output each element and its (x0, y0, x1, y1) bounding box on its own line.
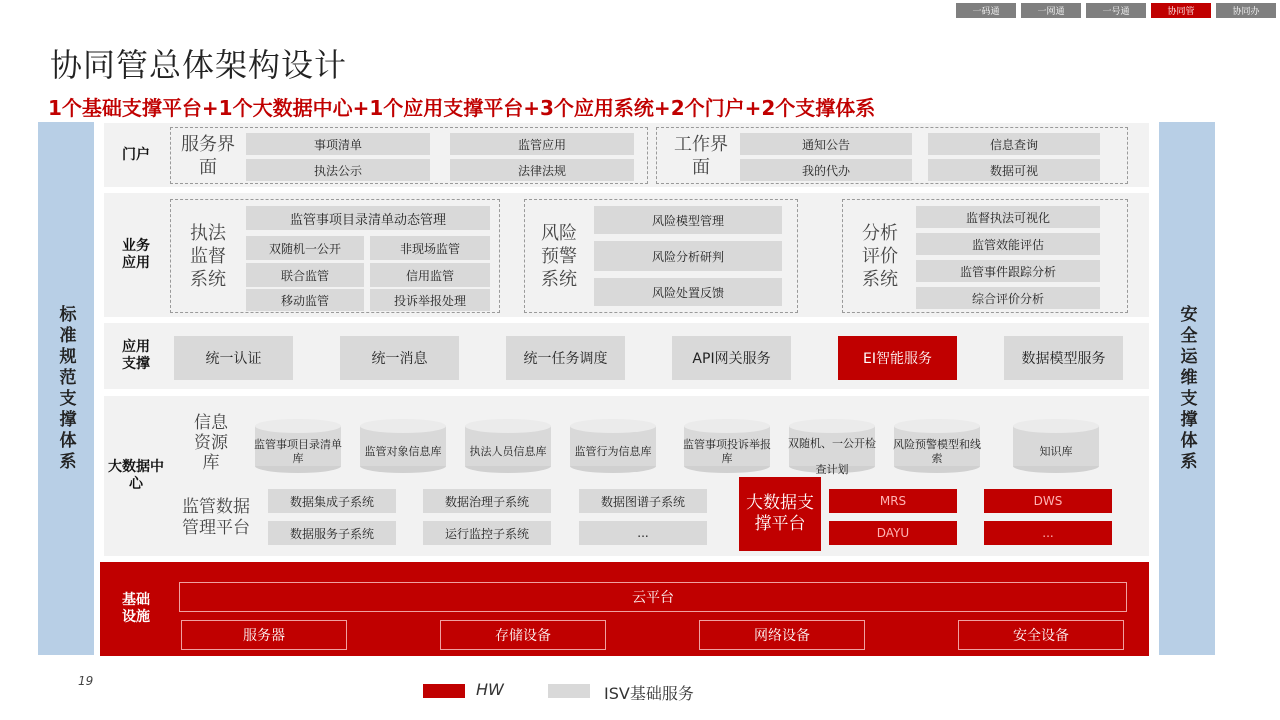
cloud-platform[interactable]: 云平台 (179, 582, 1127, 612)
risk-item-model-mgmt[interactable]: 风险模型管理 (594, 206, 782, 234)
subsystem-service[interactable]: 数据服务子系统 (268, 521, 396, 545)
subsystem-monitoring[interactable]: 运行监控子系统 (423, 521, 551, 545)
infrastructure-layer-label: 基础设施 (122, 592, 150, 625)
risk-system-label: 风险预警系统 (541, 222, 577, 290)
library-inspection-plan[interactable] (788, 418, 876, 480)
portal-item-supervision-app[interactable]: 监管应用 (450, 133, 634, 155)
analysis-item-tracking[interactable]: 监管事件跟踪分析 (916, 260, 1100, 282)
library-knowledge[interactable] (1012, 418, 1100, 474)
enforcement-item-mobile[interactable]: 移动监管 (246, 289, 364, 311)
work-interface-label: 工作界面 (674, 134, 728, 178)
security-pillar: 安全运维支撑体系 (1159, 122, 1215, 655)
analysis-item-visual[interactable]: 监督执法可视化 (916, 206, 1100, 228)
support-ei-intelligence[interactable]: EI智能服务 (838, 336, 957, 380)
infra-network[interactable]: 网络设备 (699, 620, 865, 650)
legend-hw-label: HW (476, 680, 504, 699)
nav-tab-xietongguan[interactable]: 协同管 (1151, 3, 1211, 18)
library-label: 监管事项目录清单库 (254, 438, 342, 465)
hw-more[interactable]: ... (984, 521, 1112, 545)
infra-server[interactable]: 服务器 (181, 620, 347, 650)
service-interface-label: 服务界面 (181, 134, 235, 178)
business-layer-label: 业务应用 (122, 238, 150, 271)
subsystem-governance[interactable]: 数据治理子系统 (423, 489, 551, 513)
page-title: 协同管总体架构设计 (50, 46, 348, 84)
support-unified-auth[interactable]: 统一认证 (174, 336, 293, 380)
library-personnel[interactable] (464, 418, 552, 474)
library-complaints[interactable] (683, 418, 771, 474)
subsystem-more[interactable]: ... (579, 521, 707, 545)
library-label: 执法人员信息库 (469, 445, 547, 458)
enforcement-item-random-check[interactable]: 双随机一公开 (246, 236, 364, 260)
portal-item-matter-list[interactable]: 事项清单 (246, 133, 430, 155)
library-label: 监管对象信息库 (364, 445, 442, 458)
support-task-scheduling[interactable]: 统一任务调度 (506, 336, 625, 380)
library-label: 双随机、一公开检查计划 (788, 437, 876, 476)
enforcement-item-offsite[interactable]: 非现场监管 (370, 236, 490, 260)
portal-item-laws[interactable]: 法律法规 (450, 159, 634, 181)
enforcement-item-joint[interactable]: 联合监管 (246, 263, 364, 287)
analysis-system-label: 分析评价系统 (862, 222, 898, 290)
analysis-item-overall[interactable]: 综合评价分析 (916, 287, 1100, 309)
enforcement-item-credit[interactable]: 信用监管 (370, 263, 490, 287)
nav-tab-yiwangtong[interactable]: 一网通 (1021, 3, 1081, 18)
risk-item-feedback[interactable]: 风险处置反馈 (594, 278, 782, 306)
legend-isv-swatch (548, 684, 590, 698)
library-label: 监管事项投诉举报库 (683, 438, 771, 465)
subsystem-integration[interactable]: 数据集成子系统 (268, 489, 396, 513)
portal-item-info-query[interactable]: 信息查询 (928, 133, 1100, 155)
legend-hw-swatch (423, 684, 465, 698)
legend-isv-label: ISV基础服务 (604, 684, 694, 703)
enforcement-item-complaints[interactable]: 投诉举报处理 (370, 289, 490, 311)
infra-security[interactable]: 安全设备 (958, 620, 1124, 650)
bigdata-support-platform[interactable]: 大数据支撑平台 (739, 477, 821, 551)
page-number: 19 (78, 674, 94, 688)
library-behavior[interactable] (569, 418, 657, 474)
support-data-model[interactable]: 数据模型服务 (1004, 336, 1123, 380)
hw-dayu[interactable]: DAYU (829, 521, 957, 545)
portal-item-my-todo[interactable]: 我的代办 (740, 159, 912, 181)
enforcement-item-catalog-mgmt[interactable]: 监管事项目录清单动态管理 (246, 206, 490, 230)
portal-item-enforcement-publicity[interactable]: 执法公示 (246, 159, 430, 181)
support-api-gateway[interactable]: API网关服务 (672, 336, 791, 380)
risk-item-analysis[interactable]: 风险分析研判 (594, 241, 782, 271)
data-platform-label: 监管数据管理平台 (182, 497, 250, 538)
infra-storage[interactable]: 存储设备 (440, 620, 606, 650)
page-subtitle: 1个基础支撑平台+1个大数据中心+1个应用支撑平台+3个应用系统+2个门户+2个支撑体系 (48, 96, 876, 120)
portal-item-notice[interactable]: 通知公告 (740, 133, 912, 155)
standards-pillar: 标准规范支撑体系 (38, 122, 94, 655)
library-label: 监管行为信息库 (574, 445, 652, 458)
library-catalog[interactable] (254, 418, 342, 474)
nav-tab-xietongban[interactable]: 协同办 (1216, 3, 1276, 18)
nav-tab-yimatong[interactable]: 一码通 (956, 3, 1016, 18)
library-objects[interactable] (359, 418, 447, 474)
library-label: 风险预警模型和线索 (893, 438, 981, 465)
analysis-item-efficiency[interactable]: 监管效能评估 (916, 233, 1100, 255)
hw-dws[interactable]: DWS (984, 489, 1112, 513)
library-label: 知识库 (1039, 445, 1073, 458)
app-support-layer-label: 应用支撑 (122, 339, 150, 372)
nav-tab-yihaotong[interactable]: 一号通 (1086, 3, 1146, 18)
portal-layer-label: 门户 (122, 146, 150, 163)
bigdata-layer-label: 大数据中心 (108, 459, 164, 492)
portal-item-data-visual[interactable]: 数据可视 (928, 159, 1100, 181)
enforcement-system-label: 执法监督系统 (190, 222, 226, 290)
subsystem-graph[interactable]: 数据图谱子系统 (579, 489, 707, 513)
hw-mrs[interactable]: MRS (829, 489, 957, 513)
support-unified-message[interactable]: 统一消息 (340, 336, 459, 380)
resource-library-label: 信息资源库 (194, 413, 228, 473)
library-risk-model[interactable] (893, 418, 981, 474)
